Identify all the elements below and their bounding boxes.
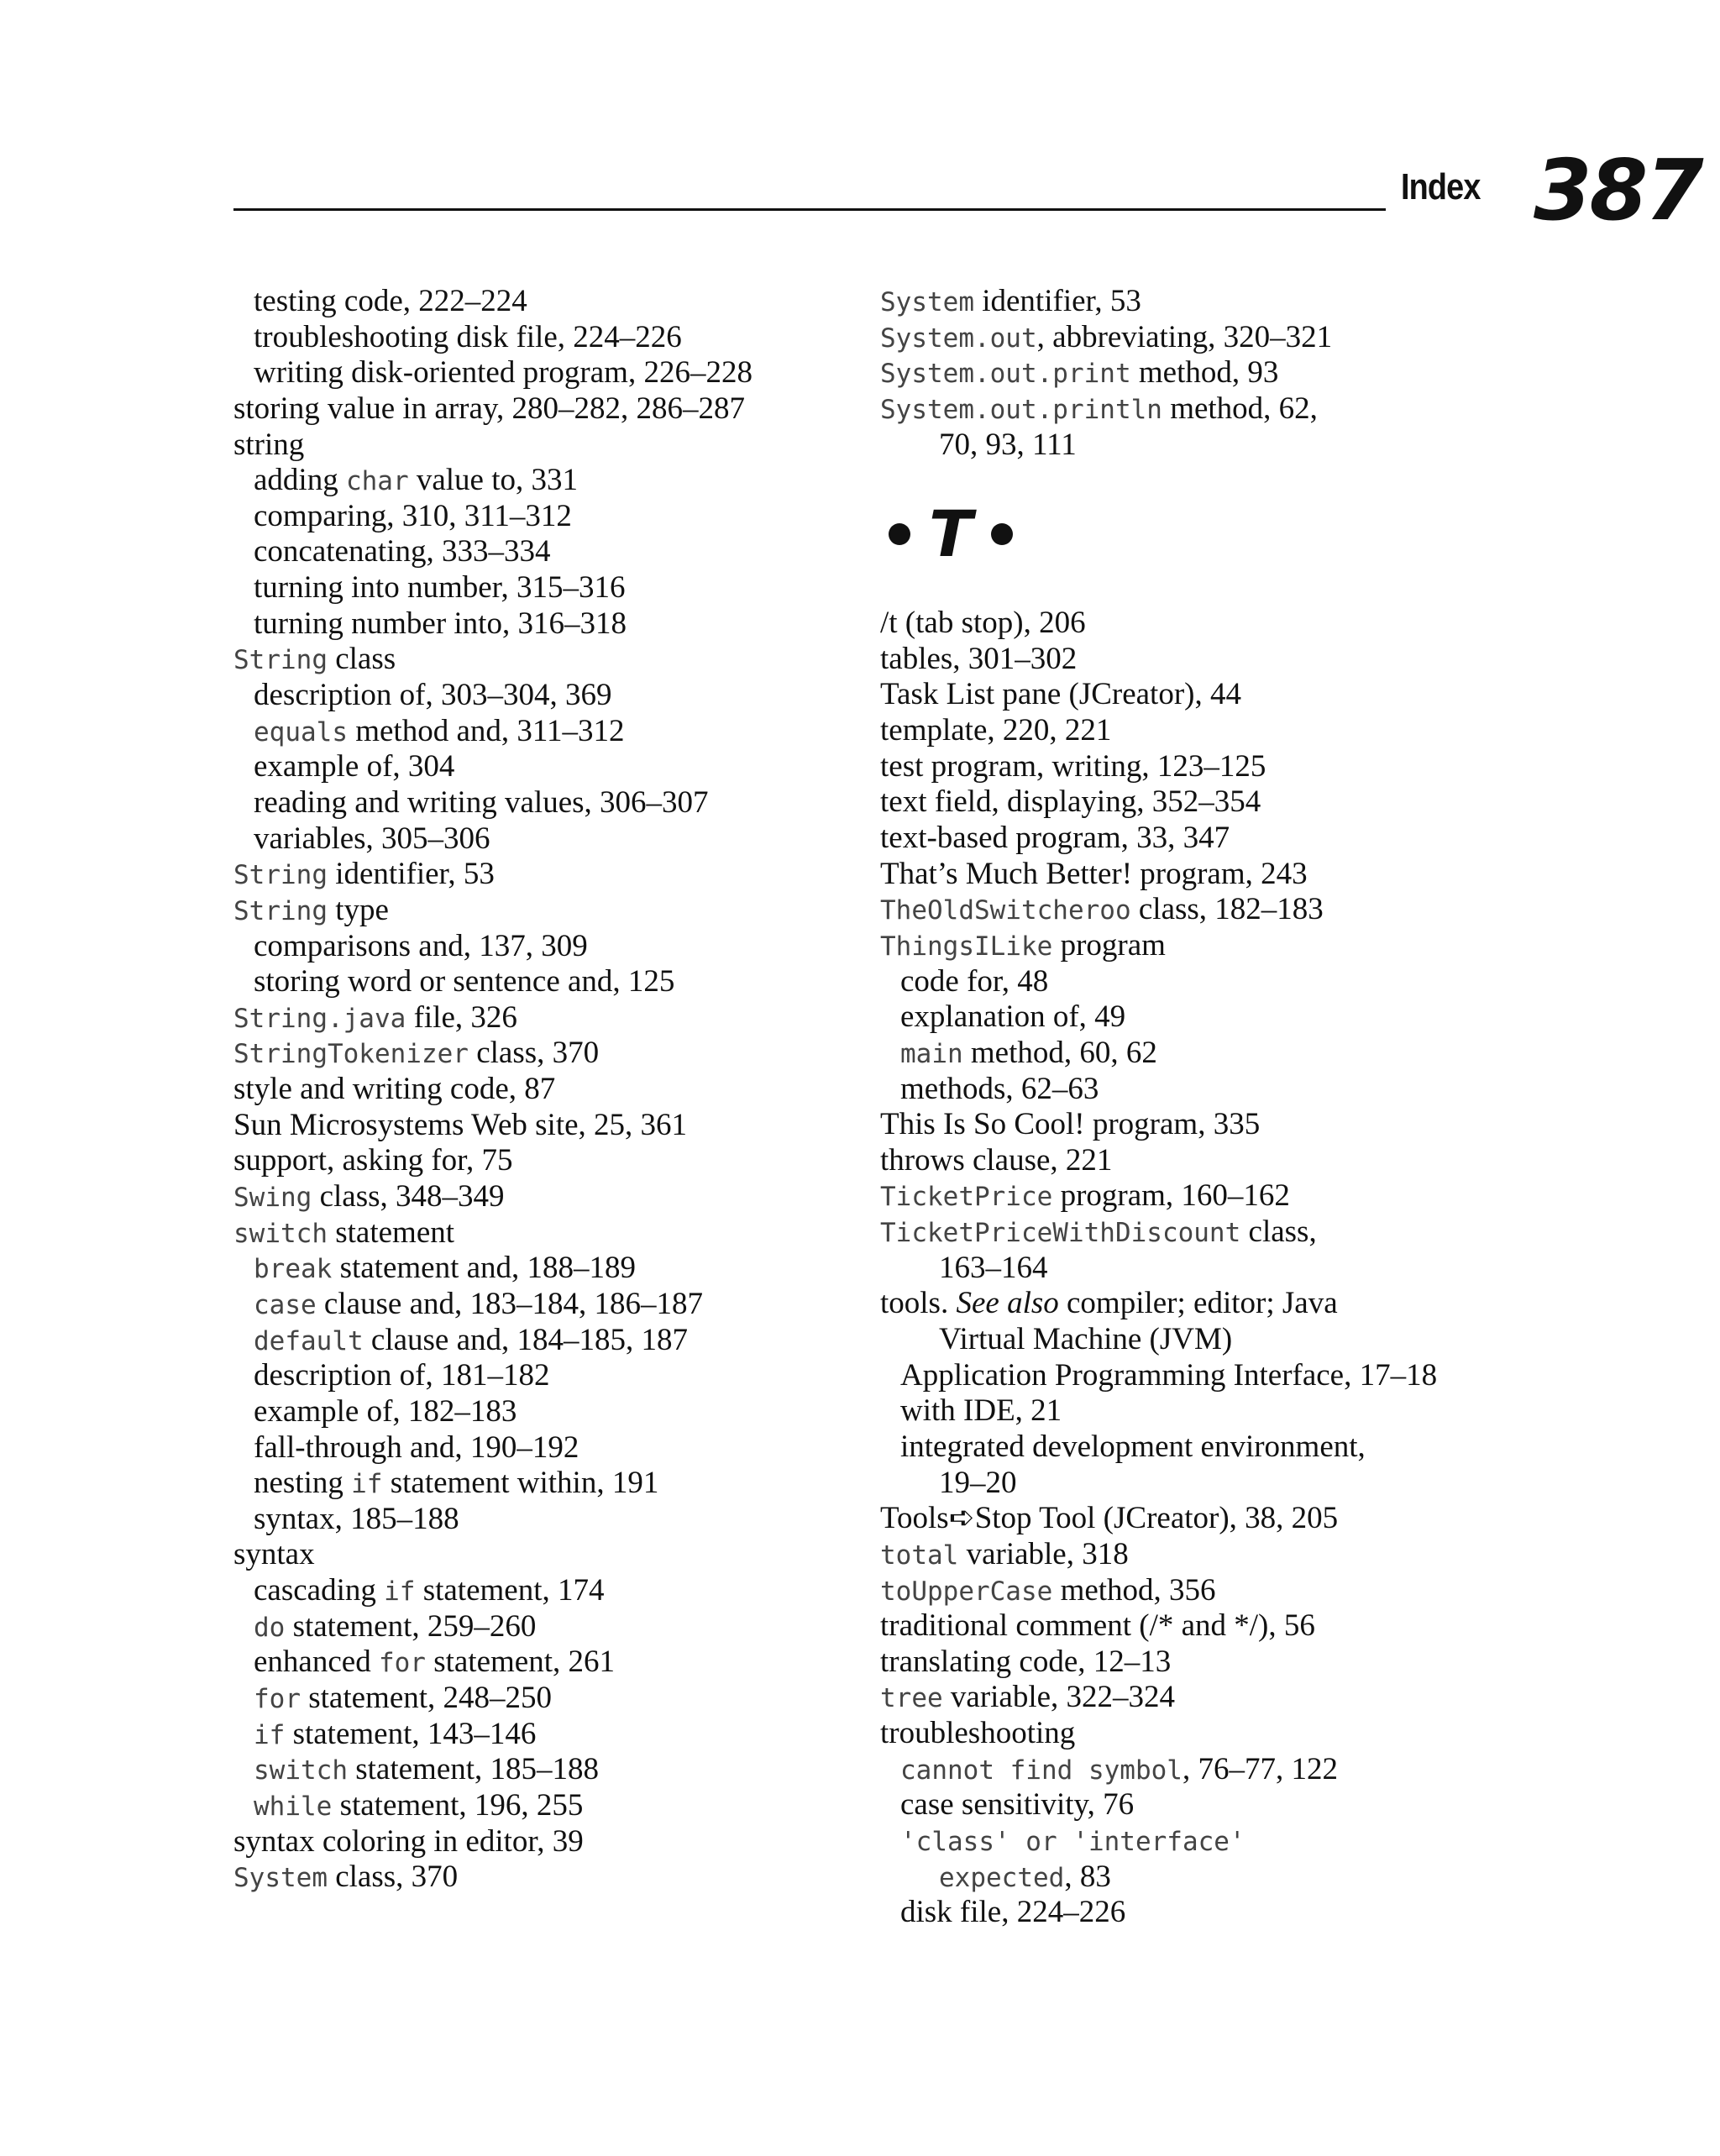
entry-text: file, 326	[406, 999, 517, 1035]
entry-text: traditional comment (/* and */), 56	[880, 1608, 1315, 1644]
index-entry	[233, 1860, 872, 1896]
entry-text: Tools➪Stop Tool (JCreator), 38, 205	[880, 1501, 1339, 1536]
index-entry	[233, 642, 872, 678]
code-term: if	[254, 1719, 286, 1750]
index-subentry	[233, 1251, 872, 1287]
code-term: switch	[254, 1755, 348, 1786]
entry-text: concatenating, 333–334	[254, 534, 551, 569]
entry-text: statement	[327, 1214, 455, 1250]
index-entry	[233, 1179, 872, 1215]
index-subentry	[233, 1681, 872, 1717]
index-subentry	[233, 320, 872, 356]
entry-text: statement within, 191	[382, 1466, 659, 1501]
index-entry	[233, 857, 872, 893]
index-subentry	[233, 964, 872, 1000]
entry-text: identifier, 53	[327, 857, 495, 892]
index-entry	[880, 1573, 1686, 1609]
index-entry	[880, 1608, 1686, 1645]
entry-text: adding	[254, 463, 346, 498]
entry-text: reading and writing values, 306–307	[254, 784, 709, 820]
code-term: for	[378, 1648, 426, 1679]
page-number: 387	[1534, 141, 1702, 239]
index-subentry	[880, 1787, 1686, 1823]
entry-text: class, 182–183	[1130, 892, 1324, 927]
entry-text: 70, 93, 111	[939, 427, 1077, 462]
index-subentry	[880, 1429, 1686, 1466]
code-term: String	[233, 895, 328, 926]
entry-text: description of, 303–304, 369	[254, 678, 612, 713]
entry-text: tools.	[880, 1286, 957, 1321]
entry-text: enhanced	[254, 1645, 379, 1680]
index-subentry	[880, 1322, 1686, 1358]
entry-text: text field, displaying, 352–354	[880, 784, 1261, 820]
entry-text: That’s Much Better! program, 243	[880, 856, 1308, 891]
code-term: TheOldSwitcheroo	[880, 895, 1131, 926]
index-entry	[233, 1537, 872, 1573]
entry-text: syntax	[233, 1537, 315, 1572]
index-subentry	[233, 1466, 872, 1502]
entry-text: program, 160–162	[1052, 1178, 1290, 1214]
code-term: TicketPrice	[880, 1182, 1053, 1213]
index-subentry	[233, 1394, 872, 1430]
code-term: String	[233, 860, 328, 891]
index-subentry	[880, 1895, 1686, 1931]
code-term: if	[384, 1576, 416, 1608]
entry-text: description of, 181–182	[254, 1358, 550, 1393]
index-entry	[880, 1501, 1686, 1537]
code-term: System	[233, 1863, 328, 1894]
section-letter: T	[929, 496, 973, 571]
code-term: if	[351, 1469, 383, 1500]
code-term: case	[254, 1289, 317, 1320]
index-entry	[233, 1108, 872, 1144]
index-subentry	[233, 284, 872, 320]
entry-text: variable, 318	[958, 1536, 1129, 1571]
entry-text: statement, 261	[425, 1645, 615, 1680]
entry-text: troubleshooting disk file, 224–226	[254, 319, 682, 354]
index-entry	[880, 928, 1686, 964]
index-entry	[880, 606, 1686, 642]
entry-text: clause and, 184–185, 187	[363, 1322, 689, 1357]
index-entry	[880, 642, 1686, 678]
index-entry	[233, 1036, 872, 1072]
index-subentry	[233, 714, 872, 750]
index-subentry	[233, 1752, 872, 1788]
entry-text: Virtual Machine (JVM)	[939, 1322, 1233, 1357]
entry-text: disk file, 224–226	[900, 1895, 1126, 1930]
header-rule	[233, 208, 1386, 211]
entry-text: turning number into, 316–318	[254, 606, 627, 641]
index-entry	[880, 677, 1686, 713]
index-entry	[233, 893, 872, 929]
entry-text: Application Programming Interface, 17–18	[900, 1357, 1438, 1393]
entry-text: class	[327, 642, 396, 677]
entry-text: type	[327, 892, 389, 927]
entry-text: clause and, 183–184, 186–187	[316, 1286, 704, 1321]
entry-text: statement, 259–260	[285, 1608, 537, 1644]
entry-text: comparing, 310, 311–312	[254, 498, 572, 533]
index-subentry	[233, 355, 872, 391]
index-subentry	[233, 1609, 872, 1645]
section-heading-t	[880, 463, 1686, 606]
index-entry	[233, 428, 872, 464]
entry-text: 163–164	[939, 1250, 1048, 1285]
entry-text: support, asking for, 75	[233, 1143, 513, 1178]
code-term: 'class' or 'interface'	[900, 1826, 1245, 1857]
index-entry	[233, 1215, 872, 1251]
entry-text: statement, 185–188	[347, 1752, 600, 1787]
entry-text: value to, 331	[408, 463, 579, 498]
entry-text: This Is So Cool! program, 335	[880, 1107, 1261, 1142]
index-subentry	[880, 1752, 1686, 1788]
code-term: equals	[254, 716, 348, 748]
entry-text: /t (tab stop), 206	[880, 606, 1086, 641]
entry-text: method, 60, 62	[962, 1035, 1157, 1070]
index-entry	[880, 749, 1686, 785]
entry-text: , abbreviating, 320–321	[1036, 319, 1333, 354]
index-entry	[880, 1214, 1686, 1251]
index-subentry	[233, 570, 872, 606]
entry-text: statement and, 188–189	[332, 1251, 637, 1286]
entry-text: variables, 305–306	[254, 821, 490, 856]
index-subentry	[880, 1823, 1686, 1860]
entry-text: class,	[1240, 1214, 1317, 1250]
index-subentry	[233, 1645, 872, 1681]
code-term: toUpperCase	[880, 1576, 1053, 1607]
index-column-right-bottom	[880, 606, 1686, 1931]
entry-text: example of, 182–183	[254, 1393, 517, 1429]
index-entry	[880, 1107, 1686, 1143]
entry-text: method, 93	[1130, 355, 1279, 391]
code-term: tree	[880, 1683, 943, 1714]
entry-text: syntax, 185–188	[254, 1501, 459, 1536]
entry-text: statement, 196, 255	[332, 1787, 584, 1823]
index-entry	[880, 1143, 1686, 1179]
entry-text: with IDE, 21	[900, 1393, 1062, 1429]
entry-text: text-based program, 33, 347	[880, 821, 1230, 856]
entry-text: statement, 143–146	[285, 1716, 537, 1751]
entry-text: method, 62,	[1162, 391, 1318, 426]
bullet-dot-icon	[889, 523, 910, 545]
index-column-right-top	[880, 284, 1686, 463]
index-entry	[233, 1072, 872, 1108]
code-term: do	[254, 1612, 286, 1643]
index-entry	[880, 713, 1686, 749]
entry-text: identifier, 53	[973, 284, 1141, 318]
index-subentry	[233, 1788, 872, 1824]
entry-text: , 83	[1064, 1859, 1111, 1894]
entry-text: translating code, 12–13	[880, 1644, 1172, 1679]
index-entry	[233, 1143, 872, 1179]
index-column-left	[233, 284, 872, 1896]
index-subentry	[233, 1502, 872, 1538]
index-subentry	[880, 1072, 1686, 1108]
entry-text: test program, writing, 123–125	[880, 748, 1266, 784]
code-term: switch	[233, 1218, 328, 1249]
index-subentry	[880, 1393, 1686, 1429]
index-subentry	[233, 1430, 872, 1466]
index-subentry	[233, 606, 872, 643]
code-term: break	[254, 1254, 333, 1285]
entry-text: integrated development environment,	[900, 1429, 1366, 1464]
index-entry	[880, 391, 1686, 428]
entry-text: template, 220, 221	[880, 713, 1112, 748]
entry-text: cascading	[254, 1573, 385, 1608]
index-entry	[880, 1716, 1686, 1752]
index-subentry	[880, 1036, 1686, 1072]
entry-text: testing code, 222–224	[254, 284, 527, 318]
index-subentry	[880, 999, 1686, 1036]
index-subentry	[233, 534, 872, 570]
entry-text: compiler; editor; Java	[1058, 1286, 1338, 1321]
index-subentry	[880, 1251, 1686, 1287]
entry-text: See also	[956, 1286, 1059, 1321]
entry-text: class, 370	[468, 1036, 600, 1071]
code-term: String.java	[233, 1003, 406, 1034]
entry-text: class, 348–349	[312, 1179, 505, 1214]
index-entry	[880, 320, 1686, 356]
index-subentry	[233, 463, 872, 499]
index-subentry	[233, 678, 872, 714]
index-entry	[233, 1000, 872, 1036]
index-subentry	[880, 1358, 1686, 1394]
entry-text: Sun Microsystems Web site, 25, 361	[233, 1107, 688, 1142]
code-term: StringTokenizer	[233, 1039, 469, 1070]
entry-text: fall-through and, 190–192	[254, 1429, 579, 1465]
index-subentry	[233, 499, 872, 535]
entry-text: throws clause, 221	[880, 1142, 1113, 1178]
entry-text: turning into number, 315–316	[254, 570, 626, 606]
bullet-dot-icon	[991, 523, 1013, 545]
index-entry	[880, 1286, 1686, 1322]
index-subentry	[233, 1717, 872, 1753]
index-entry	[880, 784, 1686, 821]
entry-text: troubleshooting	[880, 1716, 1076, 1751]
index-entry	[880, 1680, 1686, 1716]
code-term: ThingsILike	[880, 931, 1053, 962]
entry-text: storing value in array, 280–282, 286–287	[233, 391, 746, 426]
code-term: System.out.println	[880, 394, 1162, 425]
code-term: String	[233, 645, 328, 676]
code-term: char	[345, 466, 409, 497]
entry-text: writing disk-oriented program, 226–228	[254, 355, 752, 391]
entry-text: program	[1052, 927, 1166, 963]
entry-text: statement, 174	[415, 1573, 605, 1608]
entry-text: variable, 322–324	[942, 1680, 1176, 1715]
code-term: System.out	[880, 323, 1037, 354]
entry-text: syntax coloring in editor, 39	[233, 1823, 584, 1859]
index-entry	[880, 1645, 1686, 1681]
index-subentry	[233, 1287, 872, 1323]
index-subentry	[880, 428, 1686, 464]
entry-text: statement, 248–250	[301, 1680, 553, 1715]
index-entry	[880, 1537, 1686, 1573]
code-term: cannot find symbol	[900, 1755, 1182, 1786]
entry-text: string	[233, 427, 305, 462]
index-entry	[880, 355, 1686, 391]
index-entry	[880, 892, 1686, 928]
code-term: while	[254, 1791, 333, 1822]
index-subentry	[233, 1358, 872, 1394]
code-term: default	[254, 1325, 364, 1356]
index-subentry	[880, 1466, 1686, 1502]
index-subentry	[233, 749, 872, 785]
entry-text: class, 370	[327, 1860, 459, 1895]
index-column-right	[880, 284, 1686, 1931]
code-term: main	[900, 1038, 963, 1069]
entry-text: , 76–77, 122	[1182, 1751, 1338, 1786]
code-term: System.out.print	[880, 359, 1131, 390]
entry-text: example of, 304	[254, 749, 455, 784]
index-subentry	[880, 964, 1686, 1000]
entry-text: method, 356	[1052, 1572, 1216, 1608]
entry-text: storing word or sentence and, 125	[254, 964, 675, 999]
code-term: expected	[939, 1862, 1065, 1893]
index-subentry	[233, 821, 872, 858]
code-term: total	[880, 1540, 959, 1571]
entry-text: nesting	[254, 1466, 352, 1501]
index-entry	[233, 1824, 872, 1860]
index-entry	[880, 284, 1686, 320]
index-subentry	[233, 1323, 872, 1359]
code-term: System	[880, 287, 974, 317]
code-term: TicketPriceWithDiscount	[880, 1218, 1241, 1249]
index-subentry	[233, 1573, 872, 1609]
entry-text: tables, 301–302	[880, 641, 1078, 676]
index-entry	[233, 391, 872, 428]
entry-text: style and writing code, 87	[233, 1072, 556, 1107]
entry-text: Task List pane (JCreator), 44	[880, 677, 1241, 712]
entry-text: explanation of, 49	[900, 999, 1126, 1035]
entry-text: 19–20	[939, 1465, 1017, 1500]
code-term: for	[254, 1683, 301, 1714]
entry-text: code for, 48	[900, 963, 1049, 999]
entry-text: methods, 62–63	[900, 1071, 1099, 1106]
code-term: Swing	[233, 1183, 312, 1214]
running-head: Index	[1401, 166, 1481, 207]
entry-text: method and, 311–312	[347, 713, 625, 748]
index-entry	[880, 821, 1686, 857]
index-entry	[880, 1178, 1686, 1214]
index-entry	[880, 857, 1686, 893]
entry-text: case sensitivity, 76	[900, 1787, 1135, 1823]
entry-text: comparisons and, 137, 309	[254, 928, 588, 963]
index-subentry	[233, 785, 872, 821]
index-subentry	[880, 1860, 1686, 1896]
index-subentry	[233, 929, 872, 965]
